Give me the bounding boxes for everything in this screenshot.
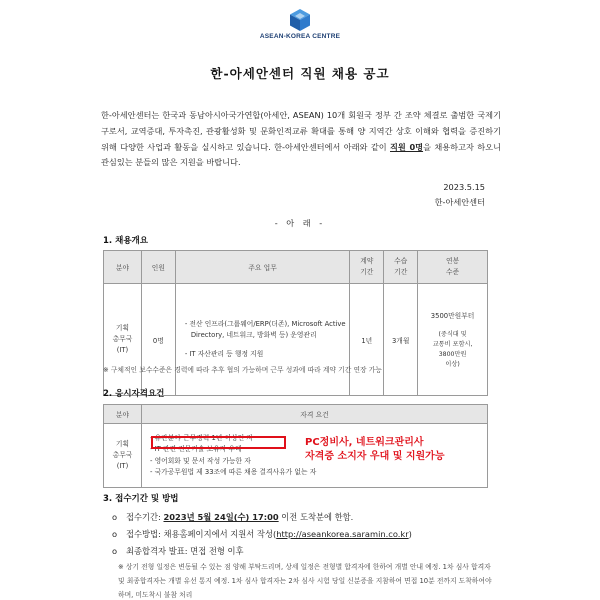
cell-probation: 3개월 (384, 284, 418, 396)
highlight-box (151, 436, 286, 449)
header-duties: 주요 업무 (175, 251, 350, 284)
method-label: 접수방법: 채용홈페이지에서 지원서 작성( (126, 529, 277, 539)
requirement-item: - IT 관련 전문기술 보유자 우대 (150, 445, 242, 454)
preference-annotation (305, 436, 445, 464)
method-tail: ) (408, 529, 412, 539)
final-announcement (112, 543, 412, 560)
announcement-date-block (435, 180, 485, 210)
section-3-heading: 3. 접수기간 및 방법 (103, 494, 179, 504)
organization-logo (0, 8, 600, 40)
header-probation: 수습 기간 (384, 251, 418, 284)
application-method (112, 526, 412, 543)
intro-paragraph (101, 108, 501, 171)
annotation-line: PC정비사, 네트워크관리사 (305, 437, 424, 448)
cell-count: 0명 (141, 284, 175, 396)
period-label: 접수기간: (126, 512, 164, 522)
recruitment-link[interactable]: http://aseankorea.saramin.co.kr (276, 529, 409, 539)
requirement-item: - 국가공무원법 제 33조에 따른 채용 결격사유가 없는 자 (150, 467, 317, 476)
bullet: o (112, 529, 118, 539)
final-text: 최종합격자 발표: 면접 전형 이후 (126, 546, 244, 556)
recruitment-overview-table (103, 250, 488, 396)
salary-value: 3500만원부터 (430, 311, 475, 320)
header-salary: 연봉 수준 (418, 251, 488, 284)
organization-name: 한-아세안센터 (434, 197, 485, 207)
section-1-heading: 1. 채용개요 (103, 236, 148, 246)
header-count: 인원 (141, 251, 175, 284)
header-field: 분야 (104, 251, 142, 284)
page-title: 한-아세안센터 직원 채용 공고 (210, 66, 390, 81)
application-info (112, 509, 412, 560)
header-contract: 계약 기간 (350, 251, 384, 284)
cell-salary (418, 284, 488, 396)
header-field: 분야 (104, 405, 142, 424)
separator-heading: - 아 래 - (274, 218, 326, 228)
requirement-item: - 유관분야 근무경력 1년 이상인 자 (150, 434, 253, 443)
annotation-line: 자격증 소지자 우대 및 지원가능 (305, 451, 445, 462)
application-period (112, 509, 412, 526)
table-header-row (104, 405, 488, 424)
header-requirements: 자격 요건 (142, 405, 488, 424)
intro-hiring-count: 직원 0명 (390, 141, 424, 152)
salary-note-footnote: ※ 구체적인 보수수준은 경력에 따라 추후 협의 가능하며 근무 성과에 따라 계약 기간 연장 가능 (103, 366, 382, 374)
intro-text-2: 을 채용하고자 하오니 관심있는 분들의 많은 지원을 바랍니다. (101, 141, 501, 168)
table-row (104, 284, 488, 396)
duty-item: - IT 자산관리 등 행정 지원 (184, 350, 264, 358)
cube-logo-icon (288, 8, 312, 32)
period-deadline: 2023년 5월 24일(수) 17:00 (163, 512, 279, 522)
bullet: o (112, 546, 118, 556)
logo-text: ASEAN-KOREA CENTRE (259, 33, 341, 40)
announcement-date: 2023.5.15 (443, 182, 485, 192)
salary-note: (중식대 및 교통비 포함시, 3800만원 이상) (432, 330, 473, 368)
bullet: o (112, 512, 118, 522)
requirement-item: - 영어회화 및 문서 작성 가능한 자 (150, 456, 251, 465)
cell-field: 기획 총무국 (IT) (104, 424, 142, 488)
section-2-heading: 2. 응시자격요건 (103, 389, 165, 399)
cell-duties (175, 284, 350, 396)
duty-item: - 전산 인프라(그룹웨어/ERP(더존), Microsoft Active Directory, 네트워크, 방화벽 등) 운영관리 (184, 320, 346, 339)
intro-text-1: 한-아세안센터는 한국과 동남아시아국가연합(아세안, ASEAN) 10개 회원국 정부 간 조약 체결로 출범한 국제기구로서, 교역증대, 투자촉진, 관광활성화 및 문화인적교류 확대를 통해 양 지역간 상호 이해와 협력을 증진하기 위해 다양한 사업과 활동을 실시하고 있습니다. 한-아세안센터에서 아래와 같이 (101, 110, 501, 152)
schedule-fine-print: ※ 상기 전형 일정은 변동될 수 있는 점 양해 부탁드리며, 상세 일정은 전형별 합격자에 한하여 개별 안내 예정. 1차 심사 합격자 및 최종합격자는 개별 유선 통지 예정. 1차 심사 합격자는 2차 심사 시험 당일 신분증을 지참하여 면접 10분 전까지 도착하여야 하며, 미도착시 불참 처리 (118, 563, 492, 599)
period-tail: 이전 도착분에 한함. (278, 512, 354, 522)
table-header-row (104, 251, 488, 284)
cell-field: 기획 총무국 (IT) (104, 284, 142, 396)
cell-contract: 1년 (350, 284, 384, 396)
